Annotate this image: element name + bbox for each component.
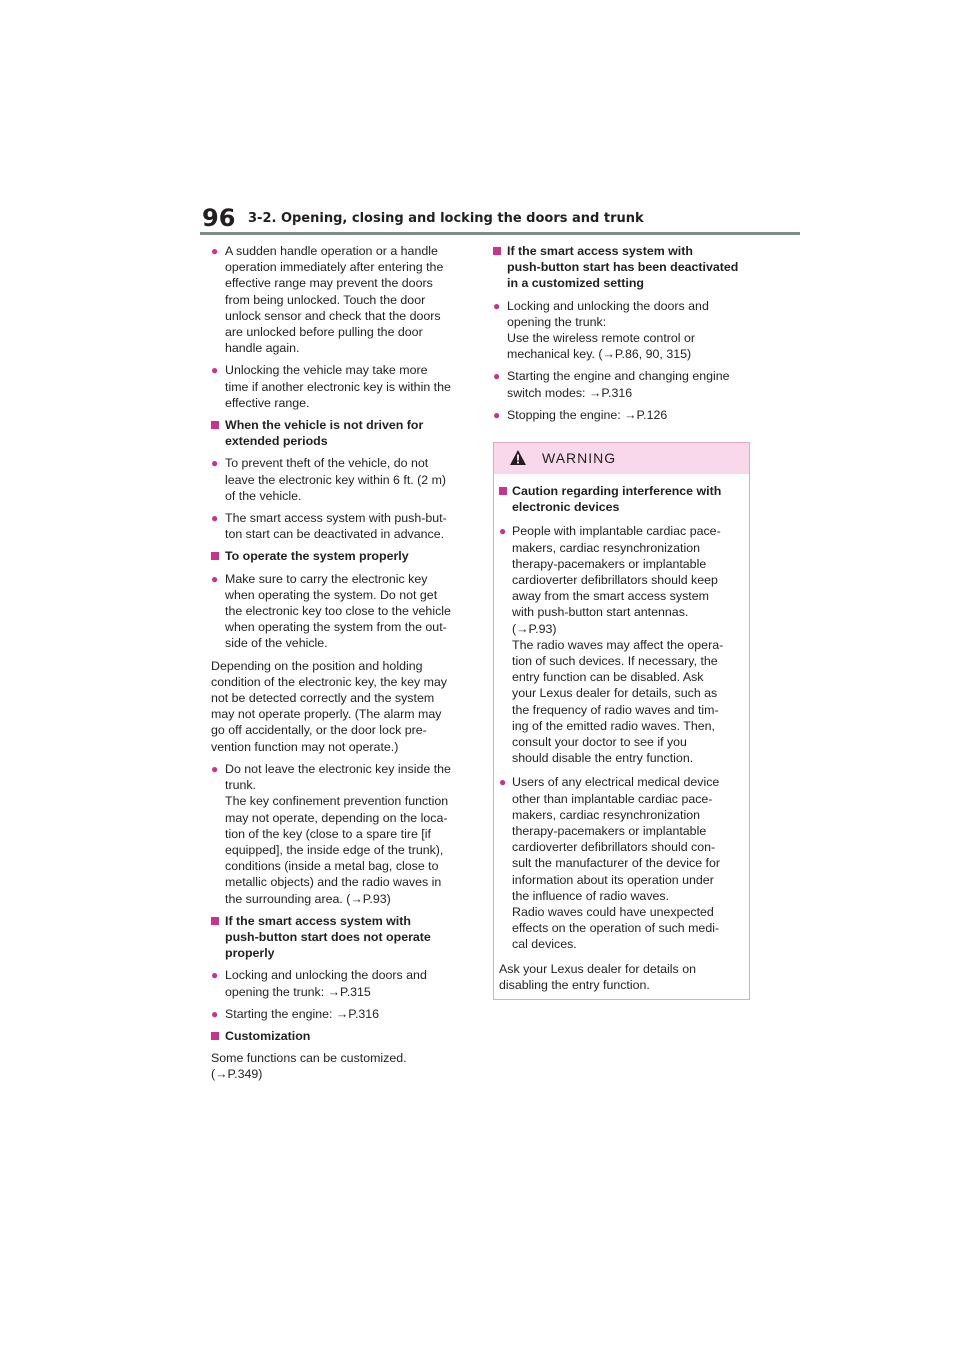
right-column (493, 243, 751, 429)
subheading (211, 913, 469, 962)
text-line: time if another electronic key is within the (225, 379, 451, 394)
bullet-dot-icon: ● (211, 511, 219, 526)
text-line: Unlocking the vehicle may take more (225, 363, 428, 378)
paragraph (211, 1050, 469, 1082)
bullet-dot-icon: ● (493, 369, 501, 384)
warning-box (493, 442, 750, 1000)
text-line: mechanical key. (→P.86, 90, 315) (507, 347, 692, 362)
text-line: Locking and unlocking the doors and (225, 968, 427, 983)
text-line: Ask your Lexus dealer for details on (499, 961, 696, 976)
text-line: Use the wireless remote control or (507, 331, 695, 346)
bullet-item (211, 967, 469, 999)
text-line: with push-button start antennas. (512, 605, 689, 620)
text-line: not be detected correctly and the system (211, 691, 435, 706)
bullet-item (493, 407, 751, 423)
bullet-dot-icon: ● (211, 363, 219, 378)
bullet-dot-icon: ● (211, 1006, 219, 1021)
square-bullet-icon (211, 1032, 219, 1040)
text-line: makers, cardiac resynchronization (512, 540, 701, 555)
bullet-dot-icon: ● (211, 456, 219, 471)
subheading (211, 548, 469, 564)
bullet-item (211, 761, 469, 907)
square-bullet-icon (211, 917, 219, 925)
text-line: push-button start has been deactivated (507, 260, 739, 275)
text-line: conditions (inside a metal bag, close to (225, 859, 439, 874)
text-line: effective range. (225, 395, 310, 410)
page-number: 96 (202, 204, 236, 232)
square-bullet-icon (499, 487, 507, 495)
text-line: Stopping the engine: →P.126 (507, 407, 668, 422)
bullet-item (211, 510, 469, 542)
subheading (499, 483, 744, 515)
text-line: cardioverter defibrillators should keep (512, 573, 718, 588)
bullet-dot-icon: ● (493, 298, 501, 313)
text-line: condition of the electronic key, the key may (211, 674, 448, 689)
text-line: Depending on the position and holding (211, 658, 423, 673)
text-line: in a customized setting (507, 276, 645, 291)
text-line: effective range may prevent the doors (225, 276, 433, 291)
text-line: consult your doctor to see if you (512, 735, 687, 750)
text-line: other than implantable cardiac pace- (512, 791, 713, 806)
text-line: are unlocked before pulling the door (225, 325, 423, 340)
text-line: (→P.93) (512, 621, 557, 636)
text-line: When the vehicle is not driven for (225, 418, 424, 433)
text-line: switch modes: →P.316 (507, 385, 633, 400)
text-line: handle again. (225, 341, 300, 356)
warning-title: WARNING (542, 450, 617, 466)
text-line: opening the trunk: (507, 314, 607, 329)
warning-triangle-icon (510, 450, 526, 465)
text-line: To prevent theft of the vehicle, do not (225, 456, 429, 471)
text-line: the frequency of radio waves and tim- (512, 702, 719, 717)
text-line: the electronic key too close to the vehicle (225, 604, 451, 619)
text-line: when operating the system. Do not get (225, 587, 438, 602)
text-line: push-button start does not operate (225, 929, 431, 944)
text-line: the influence of radio waves. (512, 888, 670, 903)
text-line: makers, cardiac resynchronization (512, 807, 701, 822)
text-line: The radio waves may affect the opera- (512, 637, 724, 652)
text-line: cal devices. (512, 937, 577, 952)
text-line: opening the trunk: →P.315 (225, 984, 371, 999)
section-title: 3-2. Opening, closing and locking the doors and trunk (248, 211, 644, 226)
text-line: Customization (225, 1028, 311, 1043)
header-rule (200, 232, 800, 235)
text-line: electronic devices (512, 500, 620, 515)
text-line: tion of the key (close to a spare tire [if (225, 826, 431, 841)
text-line: when operating the system from the out- (225, 620, 447, 635)
text-line: trunk. (225, 778, 256, 793)
text-line: of the vehicle. (225, 488, 302, 503)
warning-header (494, 443, 749, 474)
text-line: go off accidentally, or the door lock pre- (211, 723, 427, 738)
text-line: Do not leave the electronic key inside the (225, 761, 451, 776)
text-line: cardioverter defibrillators should con- (512, 840, 716, 855)
text-line: metallic objects) and the radio waves in (225, 875, 442, 890)
text-line: To operate the system properly (225, 549, 409, 564)
bullet-dot-icon: ● (211, 968, 219, 983)
text-line: your Lexus dealer for details, such as (512, 686, 718, 701)
square-bullet-icon (211, 552, 219, 560)
bullet-item (493, 298, 751, 363)
text-line: Locking and unlocking the doors and (507, 298, 709, 313)
bullet-item (211, 362, 469, 411)
bullet-dot-icon: ● (493, 407, 501, 422)
text-line: effects on the operation of such medi- (512, 921, 720, 936)
text-line: Starting the engine: →P.316 (225, 1006, 380, 1021)
text-line: If the smart access system with (225, 913, 411, 928)
text-line: Some functions can be customized. (211, 1051, 407, 1066)
bullet-dot-icon: ● (211, 761, 219, 776)
text-line: therapy-pacemakers or implantable (512, 824, 707, 839)
text-line: side of the vehicle. (225, 636, 328, 651)
bullet-dot-icon: ● (211, 571, 219, 586)
text-line: ton start can be deactivated in advance. (225, 527, 445, 542)
text-line: information about its operation under (512, 872, 714, 887)
text-line: sult the manufacturer of the device for (512, 856, 720, 871)
subheading (211, 417, 469, 449)
left-column (211, 243, 469, 1089)
text-line: leave the electronic key within 6 ft. (2 m) (225, 472, 447, 487)
text-line: The key confinement prevention function (225, 794, 449, 809)
square-bullet-icon (211, 421, 219, 429)
text-line: may not operate, depending on the loca- (225, 810, 448, 825)
bullet-dot-icon: ● (211, 244, 219, 258)
text-line: the surrounding area. (→P.93) (225, 891, 391, 906)
text-line: therapy-pacemakers or implantable (512, 556, 707, 571)
bullet-item (499, 523, 744, 766)
text-line: Starting the engine and changing engine (507, 369, 730, 384)
bullet-item (493, 368, 751, 400)
text-line: (→P.349) (211, 1067, 263, 1082)
text-line: Caution regarding interference with (512, 484, 722, 498)
text-line: Users of any electrical medical device (512, 775, 720, 790)
text-line: ing of the emitted radio waves. Then, (512, 718, 715, 733)
text-line: vention function may not operate.) (211, 739, 399, 754)
bullet-item (499, 774, 744, 952)
text-line: tion of such devices. If necessary, the (512, 654, 718, 669)
bullet-dot-icon: ● (499, 775, 507, 790)
warning-body (494, 474, 749, 993)
text-line: operation immediately after entering the (225, 260, 444, 275)
text-line: People with implantable cardiac pace- (512, 524, 721, 539)
text-line: Make sure to carry the electronic key (225, 571, 428, 586)
text-line: unlock sensor and check that the doors (225, 308, 441, 323)
text-line: extended periods (225, 434, 328, 449)
text-line: disabling the entry function. (499, 977, 650, 992)
text-line: from being unlocked. Touch the door (225, 292, 426, 307)
paragraph (211, 658, 469, 755)
text-line: properly (225, 946, 275, 961)
text-line: away from the smart access system (512, 589, 709, 604)
text-line: should disable the entry function. (512, 751, 694, 766)
bullet-item (211, 455, 469, 504)
bullet-item (211, 243, 469, 356)
bullet-dot-icon: ● (499, 524, 507, 539)
square-bullet-icon (493, 247, 501, 255)
bullet-item (211, 571, 469, 652)
text-line: The smart access system with push-but- (225, 511, 447, 526)
subheading (211, 1028, 469, 1044)
paragraph (499, 961, 744, 993)
text-line: Radio waves could have unexpected (512, 905, 714, 920)
bullet-item (211, 1006, 469, 1022)
text-line: If the smart access system with (507, 244, 693, 258)
subheading (493, 243, 751, 292)
text-line: entry function can be disabled. Ask (512, 670, 704, 685)
text-line: may not operate properly. (The alarm may (211, 707, 442, 722)
text-line: equipped], the inside edge of the trunk), (225, 842, 444, 857)
text-line: A sudden handle operation or a handle (225, 244, 438, 258)
